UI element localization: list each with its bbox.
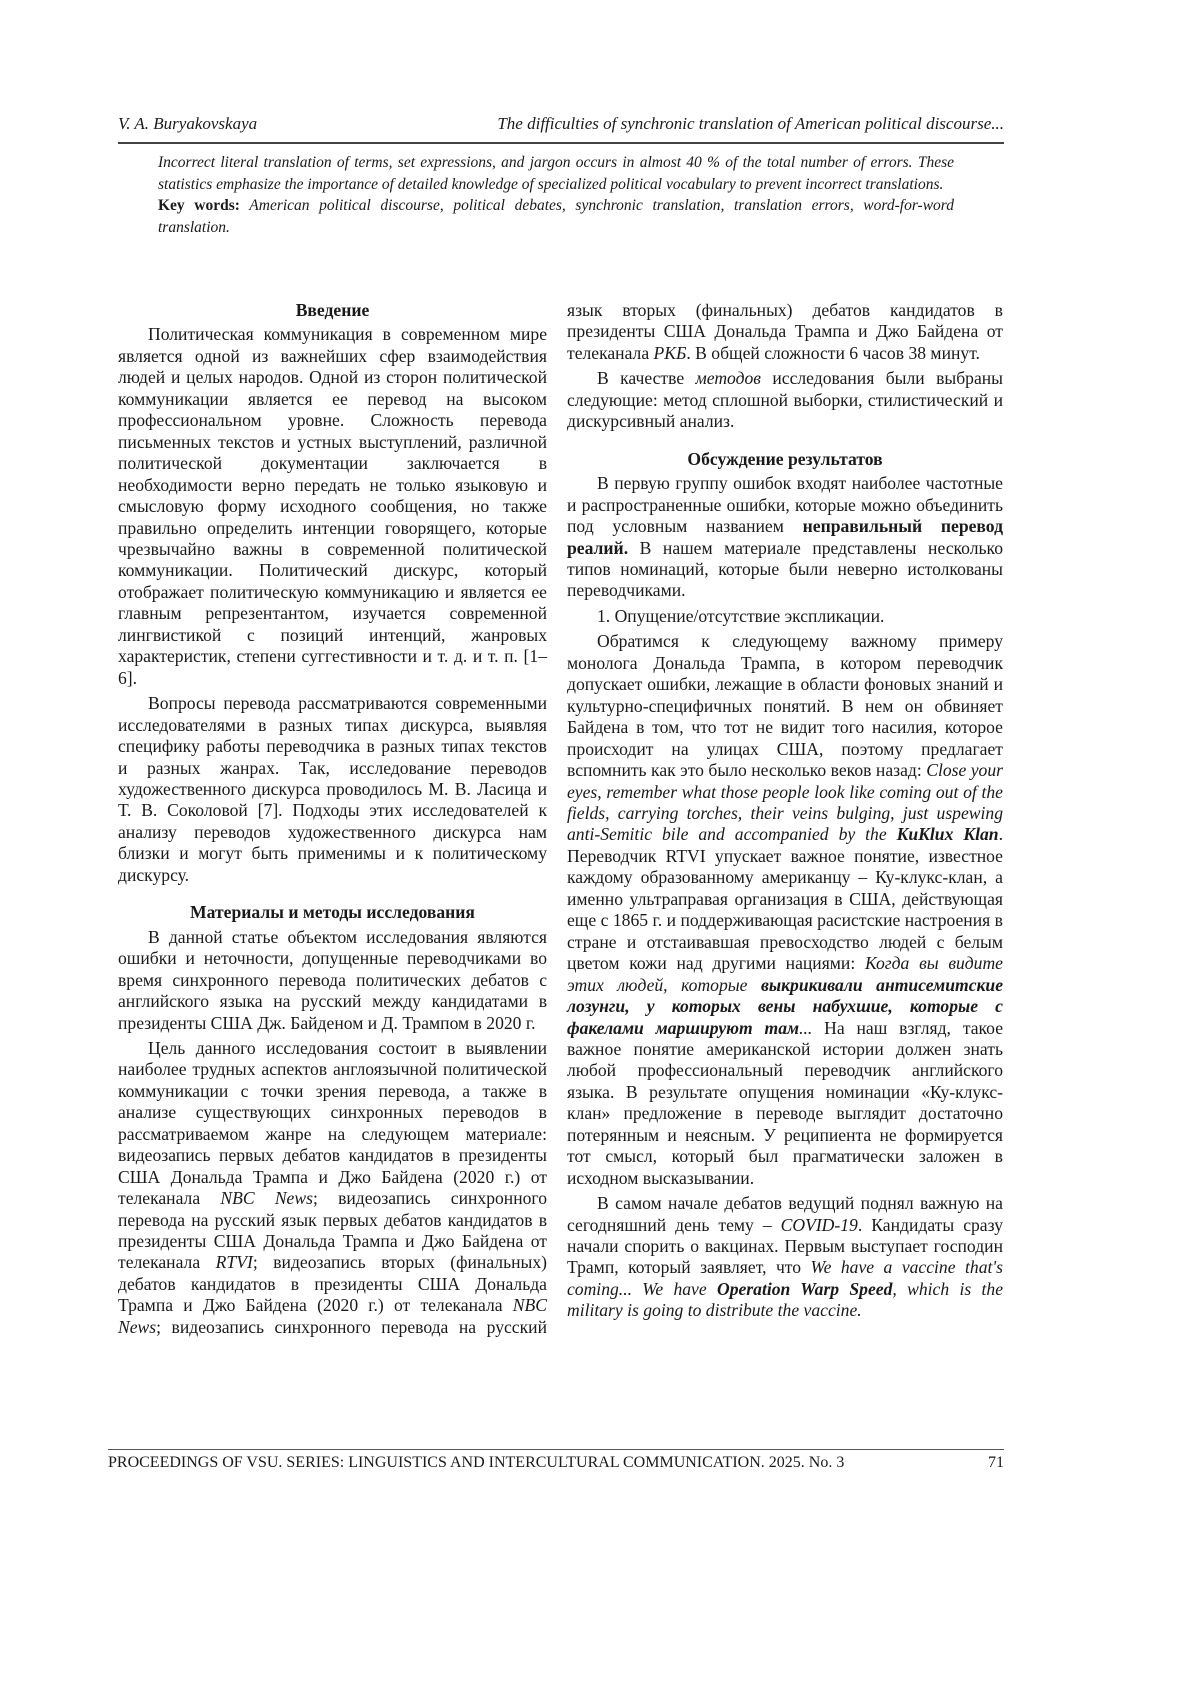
text-run: Цель данного исследования состоит в выявлении наиболее трудных аспектов англоязычной политической коммуникации с точки зрения перевода, а также в анализе существующих синхронных переводов в рассматриваемом жанре на следующем материале: видеозапись первых дебатов кандидатов в президенты США Дональда Трампа и Джо Байдена (2020 г.) от телеканала: [118, 1038, 547, 1208]
text-run: Обратимся к следующему важному примеру монолога Дональда Трампа, в котором переводчик допускает ошибки, лежащие в области фоновых знаний и культурно-специфичных понятий. В нем он обвиняет Байдена в том, что тот не видит того насилия, которое происходит на улицах США, поэтому предлагает вспомнить как это было несколько веков назад:: [567, 631, 1003, 780]
paragraph: [118, 693, 547, 886]
section-heading: Обсуждение результатов: [567, 449, 1003, 470]
text-run: ; видеозапись синхронного перевода на русский: [156, 1317, 547, 1337]
text-run: Политическая коммуникация в современном мире является одной из важнейших сфер взаимодействия людей и целых народов. Одной из сторон политической коммуникации является ее перевод на высоком профессиональном уровне. Сложность перевода письменных текстов и устных выступлений, различной политической документации заключается в необходимости верно передать не только языковую и смысловую форму исходного сообщения, но также правильно определить интенции говорящего, которые чрезвычайно важны в современной политической коммуникации. Политический дискурс, который отображает политическую коммуникацию и является ее главным репрезентантом, изучается современной лингвистикой с позиций интенций, жанровых характеристик, степени суггестивности и т. д. и т. п. [1–6].: [118, 324, 547, 687]
text-run: ; видеозапись вторых (финальных) дебатов кандидатов в президенты США Дональда Трампа и Джо Байдена (2020 г.) от телеканала: [118, 1252, 547, 1315]
paragraph: [567, 631, 1003, 1189]
paragraph: [567, 300, 1003, 364]
paragraph: [567, 473, 1003, 602]
abstract-text: Incorrect literal translation of terms, set expressions, and jargon occurs in almost 40 % of the total number of errors. These statistics emphasize the importance of detailed knowledge of specialized political vocabulary to prevent incorrect translations.: [158, 154, 954, 193]
text-run: В качестве: [597, 368, 696, 388]
header-rule: [118, 142, 1004, 144]
italic-run: Когда вы видите этих людей, которые: [567, 953, 1003, 994]
text-run: . Переводчик RTVI упускает важное понятие, известное каждому образованному американцу – Ку-клукс-клан, а именно ультраправая организация в США, действующая еще с 1865 г. и поддерживающая расистские настроения в стране и отстаивавшая превосходство людей с белым цветом кожи над другими нациями:: [567, 824, 1003, 973]
abstract: [158, 152, 954, 238]
text-run: 1. Опущение/отсутствие экспликации.: [597, 606, 884, 626]
paragraph: [118, 927, 547, 1034]
text-run: В самом начале дебатов ведущий поднял важную на сегодняшний день тему –: [567, 1193, 1003, 1234]
text-run: На наш взгляд, такое важное понятие американской истории должен знать любой профессиональный переводчик английского языка. В результате опущения номинации «Ку-клукс-клан» предложение в переводе выглядит достаточно потерянным и неясным. У реципиента не формируется тот смысл, который был прагматически заложен в исходном высказывании.: [567, 1018, 1003, 1188]
italic-run: NBC News: [118, 1295, 547, 1336]
section-heading: Введение: [118, 300, 547, 321]
bold-run: KuKlux Klan: [897, 824, 999, 844]
italic-run: RTVI: [216, 1252, 253, 1272]
text-run: ; видеозапись синхронного перевода на русский язык первых дебатов кандидатов в президенты США Дональда Трампа и Джо Байдена от телеканала: [118, 1188, 547, 1272]
italic-run: NBC News: [220, 1188, 313, 1208]
italic-run: COVID-19: [781, 1215, 858, 1235]
header-title: The difficulties of synchronic translation of American political discourse...: [497, 114, 1004, 134]
right-column: [567, 300, 1003, 1326]
text-run: . В общей сложности 6 часов 38 минут.: [686, 343, 980, 363]
bold-run: неправильный перевод реалий.: [567, 516, 1003, 557]
paragraph: [567, 368, 1003, 432]
keywords-label: Key words:: [158, 197, 240, 214]
running-header: [118, 114, 1004, 134]
page-footer: [108, 1454, 1004, 1472]
italic-run: , which is the military is going to distribute the vaccine.: [567, 1279, 1003, 1320]
italic-run: Close your eyes, remember what those people look like coming out of the fields, carrying torches, their veins bulging, just uspewing anti-Semitic bile and accompanied by the: [567, 760, 1003, 844]
footer-rule: [108, 1449, 1004, 1450]
italic-run: ...: [799, 1018, 812, 1038]
text-run: исследования были выбраны следующие: метод сплошной выборки, стилистический и дискурсивный анализ.: [567, 368, 1003, 431]
text-run: Вопросы перевода рассматриваются современными исследователями в разных типах дискурса, выявляя специфику работы переводчика в разных типах текстов и разных жанрах. Так, исследование переводов художественного дискурса проводилось М. В. Ласица и Т. В. Соколовой [7]. Подходы этих исследователей к анализу переводов художественного дискурса нам близки и могут быть применимы и к политическому дискурсу.: [118, 693, 547, 885]
text-run: В нашем материале представлены несколько типов номинаций, которые были неверно истолкованы переводчиками.: [567, 538, 1003, 601]
paragraph: [567, 606, 1003, 627]
bold-run: выкрикивали антисемитские лозунги, у которых вены набухшие, которые с факелами маршируют там: [567, 975, 1003, 1038]
header-author: V. A. Buryakovskaya: [118, 114, 257, 134]
paragraph: [118, 324, 547, 689]
footer-journal: PROCEEDINGS OF VSU. SERIES: LINGUISTICS AND INTERCULTURAL COMMUNICATION. 2025. No. 3: [108, 1454, 844, 1472]
paragraph: [567, 1193, 1003, 1322]
italic-run: РКБ: [654, 343, 687, 363]
italic-run: We have a vaccine that's coming... We have: [567, 1257, 1003, 1298]
page-number: 71: [988, 1454, 1004, 1472]
left-column: [118, 300, 547, 1342]
paragraph: [118, 1038, 547, 1338]
bold-run: Operation Warp Speed: [717, 1279, 892, 1299]
text-run: язык вторых (финальных) дебатов кандидатов в президенты США Дональда Трампа и Джо Байдена от телеканала: [567, 300, 1003, 363]
text-run: В данной статье объектом исследования являются ошибки и неточности, допущенные переводчиками во время синхронного перевода политических дебатов с английского языка на русский между кандидатами в президенты США Дж. Байденом и Д. Трампом в 2020 г.: [118, 927, 547, 1033]
section-heading: Материалы и методы исследования: [118, 902, 547, 923]
text-run: . Кандидаты сразу начали спорить о вакцинах. Первым выступает господин Трамп, который заявляет, что: [567, 1215, 1003, 1278]
keywords-text: American political discourse, political debates, synchronic translation, translation errors, word-for-word translation.: [158, 197, 954, 236]
italic-run: методов: [696, 368, 761, 388]
text-run: В первую группу ошибок входят наиболее частотные и распространенные ошибки, которые можно объединить под условным названием: [567, 473, 1003, 536]
